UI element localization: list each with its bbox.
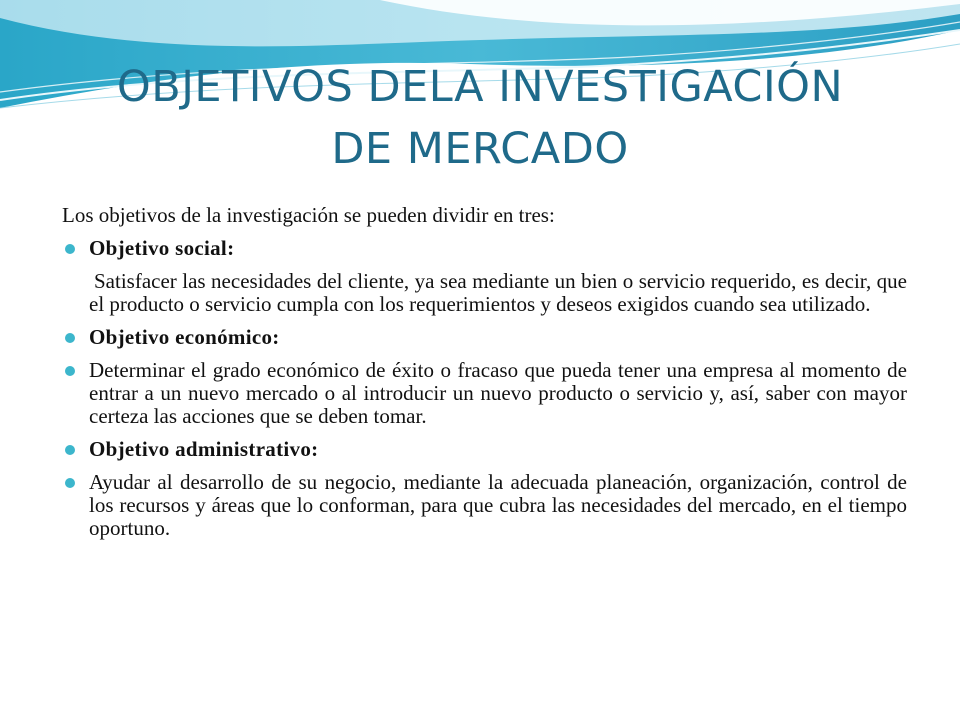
bullet-dot-icon: [65, 478, 75, 488]
bullet-administrativo-description: [62, 471, 907, 540]
bullet-dot-icon: [65, 244, 75, 254]
paragraph-objetivo-social: Satisfacer las necesidades del cliente, ya sea mediante un bien o servicio requerido, es decir, que el producto o servicio cumpla con los requerimientos y deseos exigidos cuando sea utilizado.: [89, 269, 907, 316]
text-objetivo-administrativo: Ayudar al desarrollo de su negocio, mediante la adecuada planeación, organización, control de los recursos y áreas que lo conforman, para que cubra las necesidades del mercado, en el tiempo oportuno.: [89, 470, 907, 540]
bullet-dot-icon: [65, 366, 75, 376]
intro-text: Los objetivos de la investigación se pueden dividir en tres:: [62, 203, 555, 227]
text-objetivo-economico: Determinar el grado económico de éxito o fracaso que pueda tener una empresa al momento de entrar a un nuevo mercado o al introducir un nuevo producto o servicio y, así, saber con mayor certeza las acciones que se deben tomar.: [89, 358, 907, 428]
bullet-dot-icon: [65, 333, 75, 343]
slide-content: [62, 204, 907, 550]
title-line-2: DE MERCADO: [331, 124, 629, 174]
bullet-objetivo-economico: [62, 326, 907, 349]
heading-objetivo-administrativo: Objetivo administrativo:: [89, 437, 319, 461]
bullet-objetivo-administrativo: [62, 438, 907, 461]
slide-title: [60, 56, 900, 180]
title-line-1: OBJETIVOS DELA INVESTIGACIÓN: [116, 62, 844, 112]
heading-objetivo-social: Objetivo social:: [89, 236, 235, 260]
bullet-dot-icon: [65, 445, 75, 455]
bullet-objetivo-social: [62, 237, 907, 260]
bullet-economico-description: [62, 359, 907, 428]
heading-objetivo-economico: Objetivo económico:: [89, 325, 280, 349]
